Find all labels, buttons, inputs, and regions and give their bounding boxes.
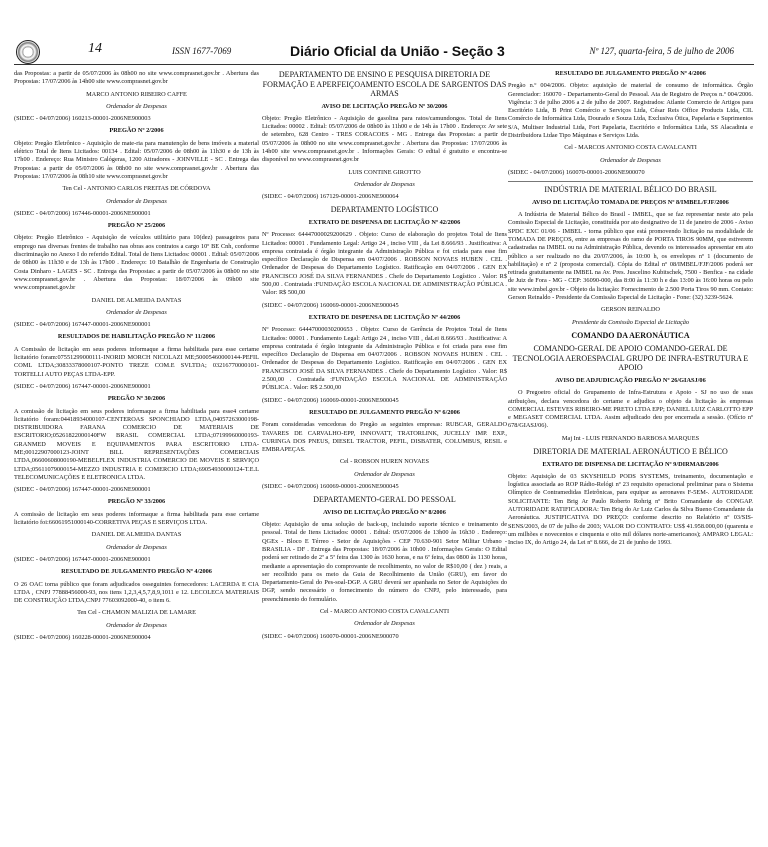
signatory-role: Ordenador de Despesas: [106, 197, 167, 205]
paragraph: Foram consideradas vencedoras do Pregão as seguintes empresas: RUBCAR, GERALDO TAVARES DE CARVALHO-EPP, INNOVATT, TRATORLINK, JUCELLY IMP. EXP., CURINGA DOS PNEUS, DIESEL TRACTOR, PEFIL, DISBATER, COLUMBUS, RESIL e EMBRAPEÇAS.: [262, 421, 507, 454]
column-middle: [262, 70, 507, 645]
department-heading: DIRETORIA DE MATERIAL AERONÁUTICO E BÉLICO: [533, 447, 728, 456]
signatory-role: Ordenador de Despesas: [600, 156, 661, 164]
signatory-role: Presidente da Comissão Especial de Licitação: [571, 318, 690, 326]
notice-heading: AVISO DE LICITAÇÃO PREGÃO Nº 30/2006: [321, 102, 448, 110]
sidec-reference: (SIDEC - 04/07/2006) 167447-00001-2006NE900001: [14, 555, 151, 563]
notice-heading: RESULTADOS DE HABILITAÇÃO PREGÃO Nº 11/2006: [57, 333, 216, 341]
signatory-name: Cel - ROBSON HUREN NOVAES: [339, 458, 430, 466]
signatory-role: Ordenador de Despesas: [354, 180, 415, 188]
paragraph: A comissão de licitação em seus poderes informaque a firma habilitada para esse4 certame licitatório foram:04418934000107-CENTEROAS SPONCHIADO LTDA,04057263000198-DISTRIBUIDORA FARANA COMERCIO DE MATERIAIS DE ESCRITORIO;05261822000140FW BRASIL COMERCIAL LTDA;07199960000193-GRANMED MOVEIS E EQUIPAMENTOS PARA ESCRITORIO LTDA-ME;00122907000123-JOINT BILL REPRESENTAÇÕES COMERCIAIS LTDA,06600608000190-MEBELFLEX INDUSTRIA COMERCIO DE MOVEIS E SERVIÇO LTDA;05611079000154-MEZZO INDUSTRIA E COMERCIO LTDA;69054930000124-T.E.L TELECOMUNICAÇÕES E ELETRONICA LTDA.: [14, 407, 259, 481]
signatory-name: Cel - MARCOS ANTONIO COSTA CAVALCANTI: [564, 144, 697, 152]
notice-heading: EXTRATO DE DISPENSA DE LICITAÇÃO Nº 42/2006: [308, 218, 461, 226]
notice-heading: PREGÃO Nº 25/2006: [107, 222, 166, 230]
paragraph: Objeto: Pregão Eletrônico - Aquisição de mate-ria para manutenção de bens imóveis a material elétrico Total de Itens Licitados: 00134 . Edital: 05/07/2006 de 08h00 às 11h30 e de 13h às 17h00 . Endereço: Rua Ministro Calógeras, 1200 Atiradores - JOINVILLE - SC . Entrega das Propostas: a partir de 05/07/2006 às 08h00 no site www.comprasnet.gov.br . Abertura das Propostas: 17/07/2006 às 08h10 site www.comprasnet.gov.br: [14, 139, 259, 180]
notice-heading: PREGÃO Nº 33/2006: [107, 498, 166, 506]
paragraph: A Comissão de licitação em seus poderes informaque a firma habilitada para esse certame licitatório foram:07551299000111-INORID MORCH NICOLAZI ME;50005460000144-PEFIL COML LTDA;30833378000107-PONTO TREZE COM.E SVLTDA; 03216770000101- TORTELLI AUTO PEÇAS LTDA-EPP.: [14, 345, 259, 378]
sidec-reference: (SIDEC - 04/07/2006) 160069-00001-2006NE900045: [262, 482, 399, 490]
signatory-role: Ordenador de Despesas: [354, 620, 415, 628]
sidec-reference: (SIDEC - 04/07/2006) 160070-00001-2006NE900070: [508, 168, 645, 176]
paragraph: das Propostas: a partir de 05/07/2006 às 08h00 no site www.comprasnet.gov.br . Abertura das Propostas: 17/07/2006 às 14h00 site www.comprasnet.gov.br: [14, 70, 259, 86]
department-heading: DEPARTAMENTO DE ENSINO E PESQUISA DIRETORIA DE FORMAÇÃO E APERFEIÇOAMENTO ESCOLA DE SARGENTOS DAS ARMAS: [262, 70, 507, 98]
notice-heading: RESULTADO DE JULGAMENTO PREGÃO Nº 4/2006: [61, 568, 212, 576]
signatory-role: Ordenador de Despesas: [106, 543, 167, 551]
paragraph: Pregão n.º 004/2006. Objeto: aquisição de material de consumo de informática. Órgão Gerenciador: 160070 - Departamento-Geral do Pessoal. Ata de Registro de Preços n.º 004/2006. Vigência: 3 de julho 2006 a 2 de julho de 2007. Registrados: Atlante Comercio de Artigos para Escritório Ltda, B Print Comércio e Serviços Ltda, César Reis Office Products Ltda, CIL Comércio de Informática Ltda, Dourado e Souza Ltda, Exclusiva Ótica, Papelaria e Suprimentos S/A, Multiser Industrial Ltda, Fort Papelaria, Escritório e Informática Ltda, SS Alacadinia e Distribuidora Ltdae Tipo Máquinas e Serviços Ltda.: [508, 82, 753, 140]
department-heading: COMANDO-GERAL DE APOIO COMANDO-GERAL DE TECNOLOGIA AEROESPACIAL GRUPO DE INFRA-ESTRUTURA E APOIO: [512, 344, 749, 373]
coat-of-arms-seal: [16, 40, 40, 64]
paragraph: Objeto: Pregão Eletrônico - Aquisição de veículos utilitário para 10(dez) passageiros para emprego nas diversas frentes de trabalho nas obras aos contratos a cargo 10º BE Cnh, conforme discriminação no Anexo I do referido Edital. Total de Itens Licitados: 00001 . Edital: 05/07/2006 de 08h00 às 11h30 e de 13h às 17h00 . Endereço: 10 Batalhão de Engenharia de Construção Costa Dinharo - LAGES - SC . Entrega das Propostas: a partir de 05/07/2006 às 08h00 no site www.comprasnet.gov.br . Abertura das Propostas: 18/07/2006 às 09h00 site www.comprasnet.gov.br: [14, 234, 259, 292]
edition-info: Nº 127, quarta-feira, 5 de julho de 2006: [589, 46, 734, 56]
paragraph: O 26 OAC torna público que foram adjudicados osseguintes fornecedores: LACERDA E CIA LTDA , CNPJ 77888456000-93, nos itens 1,2,3,4,5,7,8,9,1011 e 12. LECOLECA MATERIAIS DE CONSTRUÇÃO LTDA,CNPJ 77603092000-40, o item 6.: [14, 580, 259, 605]
signatory-role: Ordenador de Despesas: [106, 621, 167, 629]
paragraph: Nº Processo: 64447000029200629 . Objeto: Curso de elaboração do projetos Total de Itens Licitados: 00001 . Fundamento Legal: Artigo 24 , inciso VIII , da Lei 8.666/93 . Justificativa: A empresa contratada é órgão integrante da Administração Pública e foi criada para esse fim específico Declaração de Dispensa em 04/07/2006 . ROBSON NOVAES HUBEN . CEL . Ordenador de Despesas do Departamento Logístico. Ratificação em 04/07/2006 . GEN EX FRANCISCO JOSÉ DA SILVA FERNANDES . Chefe do Departamento Logístico . Valor: R$ 500,00 . Contratada :FUNDAÇÃO ESCOLA NACIONAL DE ADMINISTRAÇÃO PÚBLICA . Valor: R$ 500,00: [262, 231, 507, 297]
signatory-name: Maj Int - LUIS FERNANDO BARBOSA MARQUES: [561, 434, 700, 442]
signatory-role: Ordenador de Despesas: [106, 102, 167, 110]
paragraph: O Pregoeiro oficial do Grupamento de Infra-Estrutura e Apoio - SJ no uso de suas atribuições, declara vencedora do certame e adjudica o objeto da licitação às empresas COMERCIAL ESTEVES RIBEIRO-ME PRETO LTDA EPP; DANIEL LUIZ CARLOTTO EPP e MEGASET COMERCIAL LTDA. Assim adjudicado deu por encerrada a sessão. (Ofício nº 678/GIASJ/06).: [508, 389, 753, 430]
signatory-role: Ordenador de Despesas: [354, 470, 415, 478]
page-number: 14: [88, 41, 102, 56]
department-heading: DEPARTAMENTO-GERAL DO PESSOAL: [313, 495, 456, 505]
journal-title: Diário Oficial da União - Seção 3: [290, 43, 505, 59]
sidec-reference: (SIDEC - 04/07/2006) 167446-00001-2006NE900001: [14, 209, 151, 217]
department-heading: COMANDO DA AERONÁUTICA: [571, 330, 690, 340]
notice-heading: AVISO DE ADJUDICAÇÃO PREGÃO Nº 26/GIASJ/06: [555, 376, 706, 384]
sidec-reference: (SIDEC - 04/07/2006) 167129-00001-2006NE900064: [262, 193, 399, 201]
signatory-name: Cel - MARCO ANTONIO COSTA CAVALCANTI: [319, 608, 450, 616]
sidec-reference: (SIDEC - 04/07/2006) 160069-00001-2006NE900045: [262, 396, 399, 404]
notice-heading: PREGÃO Nº 30/2006: [107, 395, 166, 403]
paragraph: Objeto: Aquisição de 03 SKYSHIELD PODS SYSTEMS, treinamento, documentação e logística associada ao ROP Rádio-Relógi nº 23 requisito operacional preliminar para o Sistema Olímpico de Contramedidas Eletrônicas, para equipar as aeronaves F-5EM-. AUTORIDADE SOLICITANTE: Ten Brig Ar Paulo Roberto Rohrig nº Brito Comandante do CONGAP. AUTORIDADE RATIFICADORA: Ten Brig do Ar Luiz Carlos da Silva Bueno Comandante da Aeronáutica. JUSTIFICATIVA DO PREÇO: conforme descrito no Relatório nº 03/SIS-SENS/2003, de 07 de julho de 2003; VALOR DO CONTRATO: US$ 41.958.000,00 (quarenta e um milhões e novecentos e cinquenta e oito mil dólares norte-americanos); AMPARO LEGAL: Inciso IX, do Artigo 24, da Lei nº 8.666, de 21 de junho de 1993.: [508, 472, 753, 547]
sidec-reference: (SIDEC - 04/07/2006) 167447-00001-2006NE900001: [14, 382, 151, 390]
notice-heading: EXTRATO DE DISPENSA DE LICITAÇÃO Nº 9/DIRMAB/2006: [542, 460, 719, 468]
signatory-name: GERSON REINALDO: [601, 306, 660, 314]
sidec-reference: (SIDEC - 04/07/2006) 160070-00001-2006NE900070: [262, 632, 399, 640]
signatory-name: Ten Cel - CHAMON MALIZIA DE LAMARE: [77, 609, 196, 617]
signatory-name: MARCO ANTONIO RIBEIRO CAFFE: [86, 90, 187, 98]
sidec-reference: (SIDEC - 04/07/2006) 160213-00001-2006NE900003: [14, 115, 151, 123]
signatory-role: Ordenador de Despesas: [106, 308, 167, 316]
paragraph: Objeto: Pregão Eletrônico - Aquisição de gasolina para ratos/camundongos. Total de Itens Licitados: 00002 . Edital: 05/07/2006 de 08h00 às 11h00 e de 14h às 17h00 . Endereço: Av sete de setembro, 628 Centro - TRES CORACOES - MG . Entrega das Propostas: a partir de 05/07/2006 às 08h00 no site www.comprasnet.gov.br . Abertura das Propostas: 17/07/2006 às 14h00 site www.comprasnet.gov.br . Informações Gerais: O edital é gratuito e encontra-se disponível no www.comprasnet.gov.br: [262, 114, 507, 164]
signatory-name: DANIEL DE ALMEIDA DANTAS: [91, 296, 182, 304]
sidec-reference: (SIDEC - 04/07/2006) 167447-00001-2006NE900001: [14, 321, 151, 329]
column-left: [14, 70, 259, 646]
signatory-name: DANIEL DE ALMEIDA DANTAS: [91, 531, 182, 539]
column-right: [508, 70, 753, 551]
notice-heading: AVISO DE LICITAÇÃO TOMADA DE PREÇOS Nº 8/IMBEL/FJF/2006: [532, 198, 729, 206]
notice-heading: EXTRATO DE DISPENSA DE LICITAÇÃO Nº 44/2006: [308, 313, 461, 321]
sidec-reference: (SIDEC - 04/07/2006) 160228-00001-2006NE900004: [14, 634, 151, 642]
notice-heading: RESULTADO DE JULGAMENTO PREGÃO Nº 4/2006: [555, 70, 706, 77]
notice-heading: PREGÃO Nº 2/2006: [109, 127, 164, 135]
notice-heading: AVISO DE LICITAÇÃO PREGÃO Nº 8/2006: [323, 508, 446, 516]
department-heading: DEPARTAMENTO LOGÍSTICO: [330, 205, 439, 215]
notice-heading: RESULTADO DE JULGAMENTO PREGÃO Nº 6/2006: [309, 408, 460, 416]
sidec-reference: (SIDEC - 04/07/2006) 167447-00001-2006NE900001: [14, 486, 151, 494]
paragraph: A Indústria de Material Bélico do Brasil - IMBEL, que se faz representar neste ato pela Comissão Especial de Licitação, constituída por ato designativo de 11 de janeiro de 2006 - Aviso SPDC EXC 01/06 - IMBEL - torna público que está promovendo licitação na modalidade de TOMADA DE PREÇOS, entre as empresas do ramo de PORTA TIROS 90MM, que estiverem cadastradas na IMBEL ou na Administração Pública, devendo os interessados apresentar em ato público a ser realizado no dia 20/07/2006, às 10:00 h, os envelopes nº 1 (documento de habilitação) e nº 2 (proposta comercial). Cópia do Edital nº 08/IMBEL/FJF/2006 poderá ser retirada gratuitamente na IMBEL na Av. Pres. Juscelino Kubitschek, 7500 - Benfica - na cidade de Juiz de Fora - MG - CEP: 36090-000, das 8:00 às 11:30 h e das 13:00 às 16:00 horas ou pelo site www.imbel.gov.br - Objeto da licitação: Fornecimento de 2.500 Porta Tiros 90 mm. Contato: Gerson Reinaldo - Presidente da Comissão Especial de Licitação - Fone: (32) 3239-5624.: [508, 211, 753, 302]
issn: ISSN 1677-7069: [172, 46, 232, 56]
page-header: [0, 0, 768, 64]
sidec-reference: (SIDEC - 04/07/2006) 160069-00001-2006NE900045: [262, 301, 399, 309]
paragraph: A comissão de licitação em seus poderes informaque a firma habilitada para esse certame licitatório foi:66061951000140-CORRETIVA PEÇAS E SERVIÇOS LTDA.: [14, 510, 259, 527]
department-heading: INDÚSTRIA DE MATERIAL BÉLICO DO BRASIL: [508, 181, 753, 195]
paragraph: Objeto: Aquisição de uma solução de back-up, incluindo suporte técnico e treinamento de pessoal. Total de Itens Licitados: 00001 . Edital: 05/07/2006 de 13h00 às 16h30 . Endereço: QGEx - Bloco E Térreo - Setor de Aquisições - CEP 70.630-901 Setor Militar Urbano - BRASILIA - DF . Entrega das Propostas: 18/07/2006 às 10h00 . Informações Gerais: O Edital poderá ser retirado de 2ª a 5ª feira das 1300 às 1630 horas, e na 6ª feira, das 0800 às 1130 horas, mediante a apresentação do comprovante de recolhimento, no valor de R$10,00 ( dez ) reais, a ser recolhido para os meio da Guia de Recolhimento da União (GRU), em favor do Departamento-Geral do Pes-soal-DGP. A GRU deverá ser apanhada no Setor de Aquisições do DGP, sendo necessário o fornecimento do número do CNPJ, pelo interessado, para preenchimento do formulário.: [262, 521, 507, 603]
signatory-name: LUIS CONTINE GIROTTO: [348, 168, 421, 176]
paragraph: Nº Processo: 64447000030200653 . Objeto: Curso de Gerência de Projetos Total de Itens Licitados: 00001 . Fundamento Legal: Artigo 24 , inciso VIII , daLei 8.666/93 . Justificativa: A empresa contratada é órgão integrante da Administração Pública e foi criada para esse fim específico Declaração de Dispensa em 04/07/2006 . ROBSON NOVAES HUBEN . CEL . Ordenador de Despesas do Departamento Logístico. Ratificação em 04/07/2006 . GEN EX FRANCISCO JOSÉ DA SILVA FERNANDES . Chefe do Departamento Logístico . Valor: R$ 2.500,00 . Contratada :FUNDAÇÃO ESCOLA NACIONAL DE ADMINISTRAÇÃO PÚBLICA . Valor: R$ 2.500,00: [262, 326, 507, 392]
header-rule: [14, 64, 754, 65]
signatory-name: Ten Cel - ANTONIO CARLOS FREITAS DE CÓRDOVA: [62, 185, 211, 193]
